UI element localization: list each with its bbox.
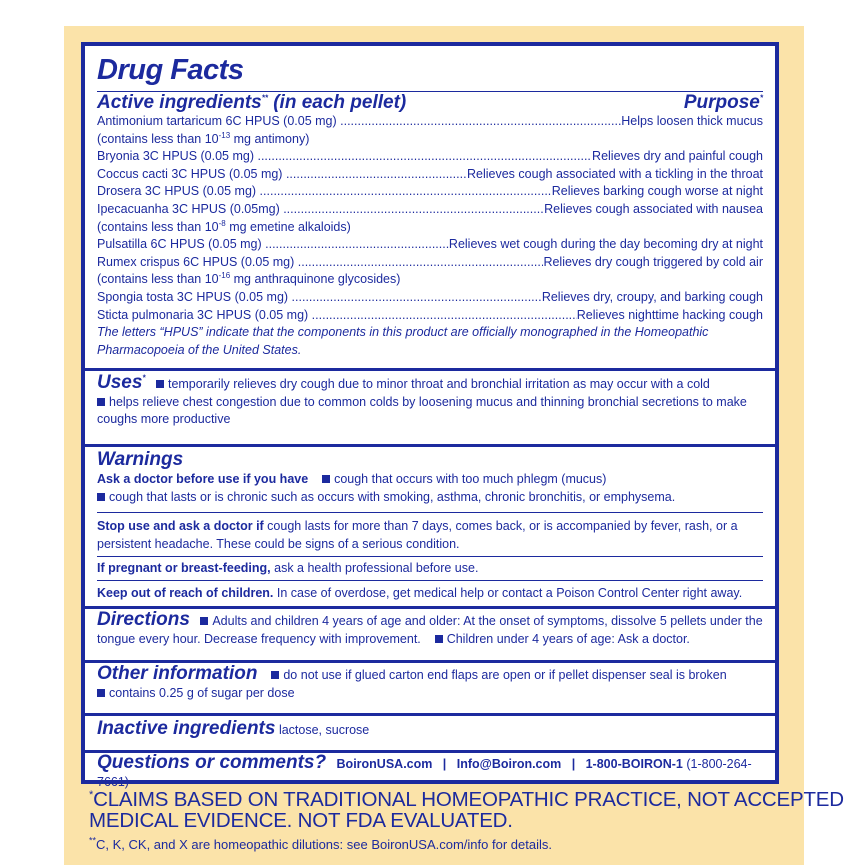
ingredient-row: Bryonia 3C HPUS (0.05 mg) ..... Relieves dry and painful cough (97, 148, 763, 166)
stop-use-label: Stop use and ask a doctor if (97, 519, 264, 533)
directions-item: Adults and children 4 years of age and older: At the onset of symptoms, dissolve 5 pellets under the tongue every hour. Decrease frequency with improvement. (97, 614, 763, 646)
ask-doctor-label: Ask a doctor before use if you have (97, 472, 309, 486)
section-divider (85, 368, 775, 371)
inactive-text: lactose, sucrose (278, 723, 370, 737)
uses-section (85, 374, 775, 429)
uses-heading: Uses* (97, 372, 146, 393)
other-info-heading: Other information (97, 663, 258, 684)
purpose-heading: Purpose* (683, 92, 763, 113)
ingredient-row: Antimonium tartaricum 6C HPUS (0.05 mg) ..... Helps loosen thick mucus (97, 113, 763, 131)
drug-facts-box (81, 42, 779, 789)
pregnancy-label: If pregnant or breast-feeding, (97, 561, 271, 575)
ingredient-row: Drosera 3C HPUS (0.05 mg) ..... Relieves barking cough worse at night (97, 183, 763, 201)
bullet-square-icon (322, 475, 330, 483)
phone-number: 1-800-BOIRON-1 (585, 757, 683, 771)
section-divider (85, 713, 775, 716)
warnings-rule (97, 512, 763, 513)
separator: | (571, 757, 576, 771)
ingredient-note: (contains less than $10^{-13}$ mg antimony) (97, 130, 310, 146)
inactive-section (85, 720, 775, 740)
questions-heading: Questions or comments? (97, 752, 327, 773)
other-info-item: contains 0.25 g of sugar per dose (109, 685, 295, 700)
keep-out-section (85, 585, 775, 603)
directions-section (85, 611, 775, 648)
dilutions-note: **C, K, CK, and X are homeopathic dilutions: see BoironUSA.com/info for details. (89, 835, 552, 852)
keep-out-label: Keep out of reach of children. (97, 586, 274, 600)
drug-facts-title-section (85, 54, 775, 87)
warning-item: cough that lasts or is chronic such as occurs with smoking, asthma, chronic bronchitis, or emphysema. (109, 489, 676, 504)
other-info-section (85, 665, 775, 702)
other-info-item: do not use if glued carton end flaps are open or if pellet dispenser seal is broken (283, 668, 727, 682)
keep-out-text: In case of overdose, get medical help or contact a Poison Control Center right away. (273, 586, 743, 600)
inactive-heading: Inactive ingredients (97, 718, 276, 739)
warnings-rule (97, 556, 763, 557)
claims-disclaimer: *CLAIMS BASED ON TRADITIONAL HOMEOPATHIC PRACTICE, NOT ACCEPTED MEDICAL EVIDENCE. NOT FDA EVALUATED. (89, 788, 844, 832)
bullet-square-icon (97, 493, 105, 501)
uses-item: helps relieve chest congestion due to common colds by loosening mucus and thinning bronchial secretions to make coughs more productive (97, 394, 747, 427)
stop-use-text: cough lasts for more than 7 days, comes back, or is accompanied by fever, rash, or a persistent headache. These could be signs of a serious condition. (97, 519, 738, 551)
ingredient-list (97, 113, 763, 359)
bullet-square-icon (200, 617, 208, 625)
pregnancy-text: ask a health professional before use. (270, 561, 479, 575)
section-divider (85, 444, 775, 447)
uses-item: temporarily relieves dry cough due to minor throat and bronchial irritation as may occur with a cold (167, 377, 710, 391)
ingredient-row: Spongia tosta 3C HPUS (0.05 mg) ..... Relieves dry, croupy, and barking cough (97, 289, 763, 307)
directions-heading: Directions (97, 609, 190, 630)
warning-item: cough that occurs with too much phlegm (mucus) (334, 472, 607, 486)
separator: | (442, 757, 447, 771)
active-ingredients-heading: Active ingredients** (in each pellet) (97, 92, 407, 113)
bullet-square-icon (271, 671, 279, 679)
active-ingredients-section (85, 92, 775, 359)
warnings-heading: Warnings (97, 449, 184, 470)
ingredient-row: Rumex crispus 6C HPUS (0.05 mg) ..... Relieves dry cough triggered by cold air (97, 254, 763, 272)
ingredient-row: Coccus cacti 3C HPUS (0.05 mg) ..... Relieves cough associated with a tickling in the throat (97, 166, 763, 184)
ingredient-note: (contains less than $10^{-16}$ mg anthraquinone glycosides) (97, 271, 401, 287)
ingredient-row: Sticta pulmonaria 3C HPUS (0.05 mg) ..... Relieves nighttime hacking cough (97, 307, 763, 325)
bullet-square-icon (97, 689, 105, 697)
drug-facts-title: Drug Facts (97, 54, 244, 86)
stop-use-section (85, 518, 775, 553)
hpus-note: The letters “HPUS” indicate that the components in this product are officially monographed in the Homeopathic Pharmacopoeia of the United States. (97, 325, 709, 357)
warnings-section (85, 449, 775, 506)
questions-section (85, 754, 775, 791)
warnings-rule (97, 580, 763, 581)
pregnancy-section (85, 560, 775, 578)
ingredient-row: Ipecacuanha 3C HPUS (0.05mg) ..... Relieves cough associated with nausea (97, 201, 763, 219)
bullet-square-icon (156, 380, 164, 388)
email-link[interactable]: Info@Boiron.com (456, 757, 562, 771)
ingredient-note: (contains less than $10^{-8}$ mg emetine alkaloids) (97, 218, 351, 234)
website-link[interactable]: BoironUSA.com (336, 757, 433, 771)
ingredient-row: Pulsatilla 6C HPUS (0.05 mg) ..... Relieves wet cough during the day becoming dry at night (97, 236, 763, 254)
directions-item: Children under 4 years of age: Ask a doctor. (446, 631, 690, 646)
phone-digits: (1-800-264-7661) (97, 757, 752, 789)
bullet-square-icon (435, 635, 443, 643)
bullet-square-icon (97, 398, 105, 406)
